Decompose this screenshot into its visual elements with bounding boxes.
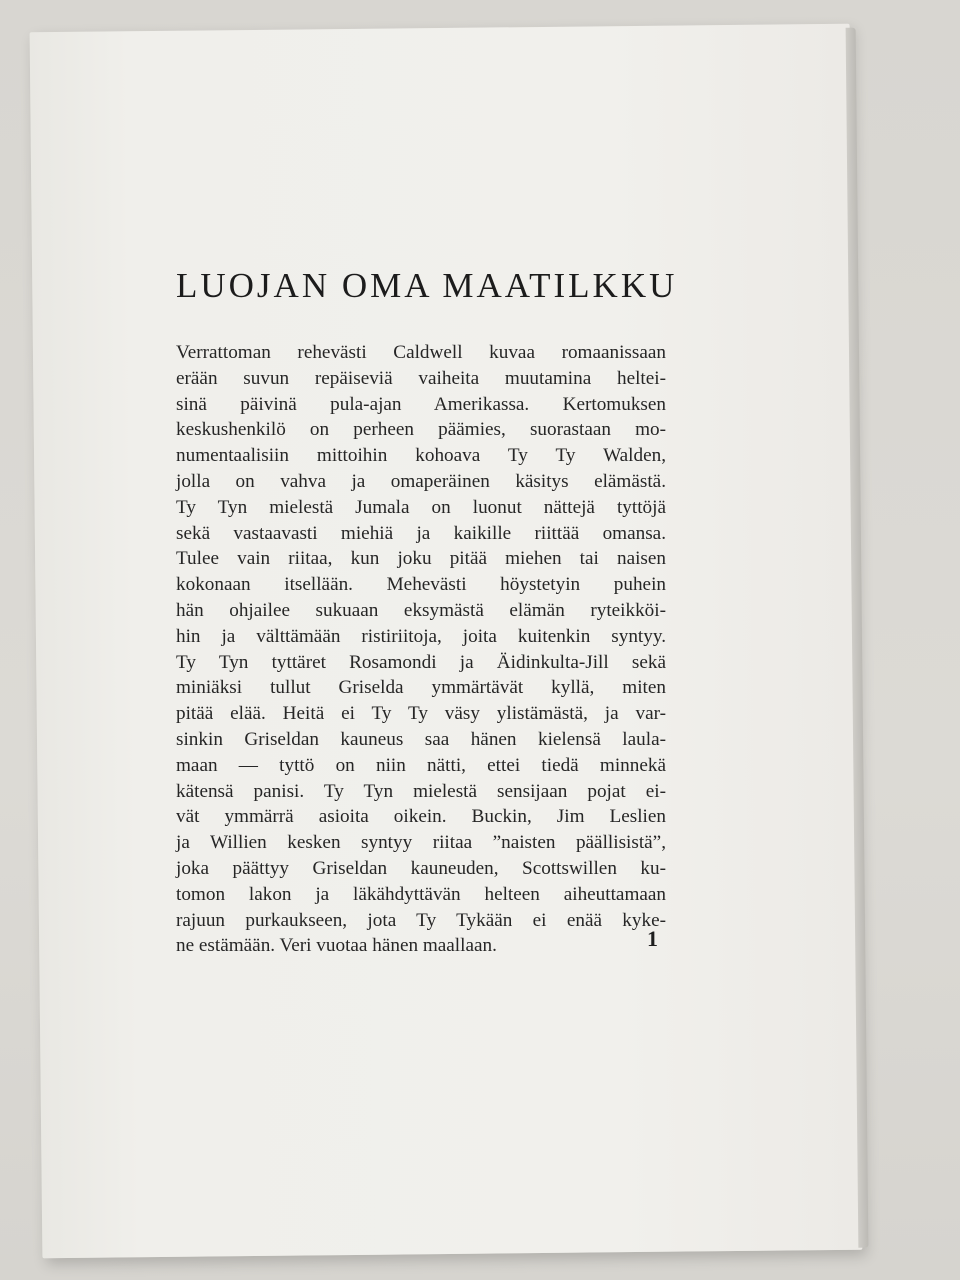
blurb-line: erään suvun repäiseviä vaiheita muutamina heltei- [176, 367, 666, 389]
blurb-line: keskushenkilö on perheen päämies, suorastaan mo- [176, 419, 666, 441]
blurb-line: pitää elää. Heitä ei Ty Ty väsy ylistämästä, ja var- [176, 703, 666, 725]
blurb-line: sinä päivinä pula-ajan Amerikassa. Kertomuksen [176, 393, 666, 415]
book-blurb [176, 340, 666, 959]
blurb-line: jolla on vahva ja omaperäinen käsitys elämästä. [176, 470, 666, 492]
blurb-line: tomon lakon ja läkähdyttävän helteen aiheuttamaan [176, 883, 666, 905]
book-title: LUOJAN OMA MAATILKKU [176, 266, 678, 305]
blurb-line: kätensä panisi. Ty Tyn mielestä sensijaan pojat ei- [176, 780, 666, 802]
blurb-line: ne estämään. Veri vuotaa hänen maallaan. [176, 935, 497, 957]
blurb-line: sinkin Griseldan kauneus saa hänen kielensä laula- [176, 728, 666, 750]
blurb-line: kokonaan itsellään. Mehevästi höystetyin puhein [176, 574, 666, 596]
blurb-line: rajuun purkaukseen, jota Ty Tykään ei enää kyke- [176, 909, 666, 931]
blurb-line: maan — tyttö on niin nätti, ettei tiedä minnekä [176, 754, 666, 776]
blurb-line: Ty Tyn mielestä Jumala on luonut nättejä tyttöjä [176, 496, 666, 518]
blurb-line: Ty Tyn tyttäret Rosamondi ja Äidinkulta-Jill sekä [176, 651, 666, 673]
blurb-line: hin ja välttämään ristiriitoja, joita kuitenkin syntyy. [176, 625, 666, 647]
blurb-line: ja Willien kesken syntyy riitaa ”naisten päällisistä”, [176, 832, 666, 854]
blurb-line: vät ymmärrä asioita oikein. Buckin, Jim Leslien [176, 806, 666, 828]
blurb-line: hän ohjailee sukuaan eksymästä elämän ryteikköi- [176, 599, 666, 621]
blurb-line: joka päättyy Griseldan kauneuden, Scottswillen ku- [176, 857, 666, 879]
book-page-edges [846, 28, 869, 1248]
series-number: 1 [647, 926, 658, 951]
blurb-line: numentaalisiin mittoihin kohoava Ty Ty Walden, [176, 445, 666, 467]
blurb-line: Verrattoman rehevästi Caldwell kuvaa romaanissaan [176, 342, 666, 363]
blurb-line: Tulee vain riitaa, kun joku pitää miehen tai naisen [176, 548, 666, 570]
blurb-line: sekä vastaavasti miehiä ja kaikille riittää omansa. [176, 522, 666, 544]
blurb-line: miniäksi tullut Griselda ymmärtävät kyllä, miten [176, 677, 666, 699]
